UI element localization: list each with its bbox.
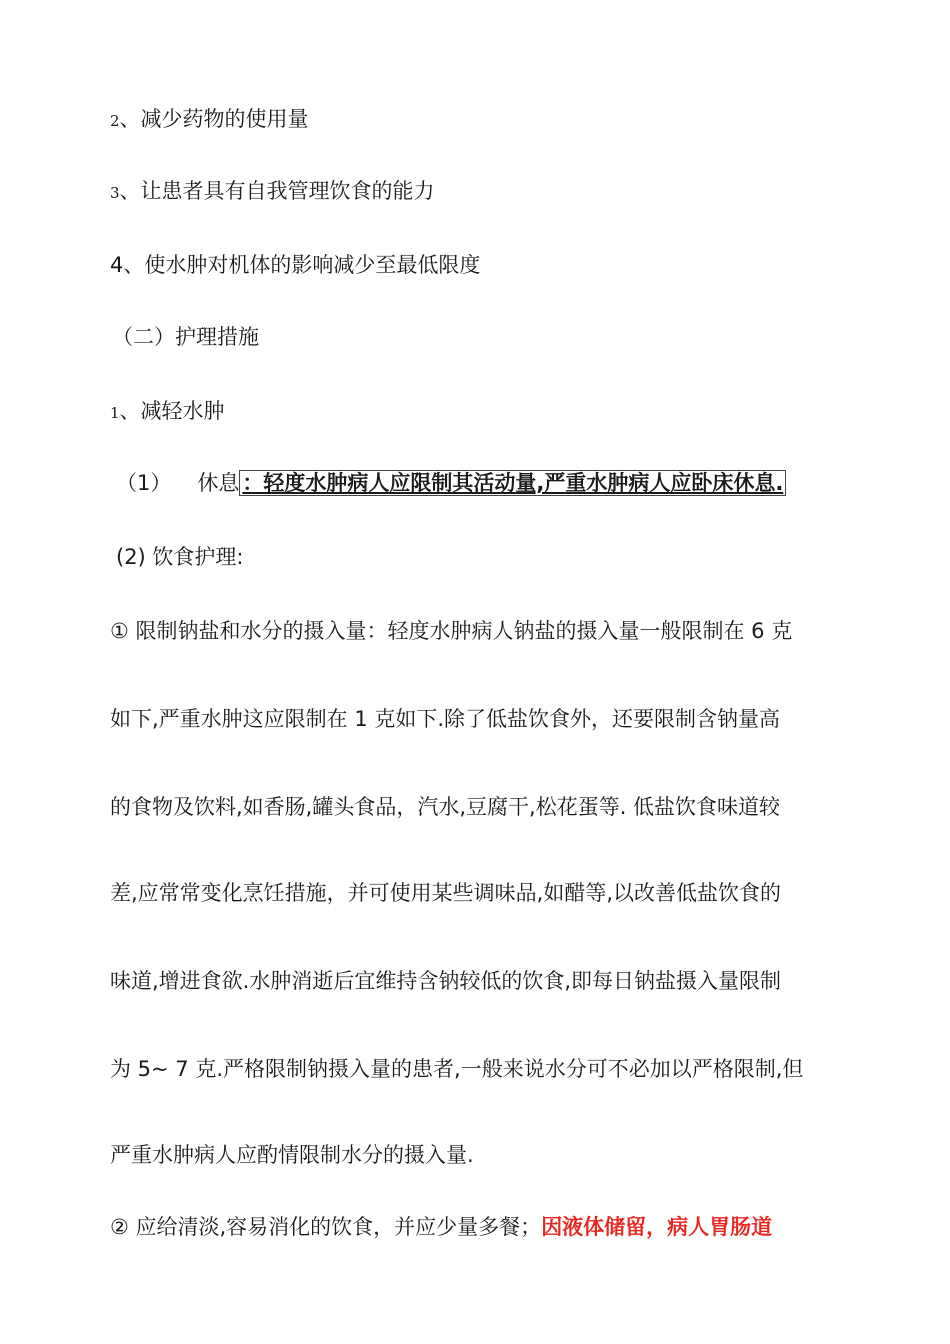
section-heading (112, 322, 259, 352)
paragraph-text: 味道,增进食欲.水肿消逝后宜维持含钠较低的饮食,即每日钠盐摄入量限制 (110, 969, 782, 993)
list-item-2 (110, 104, 309, 136)
paragraph-line-2 (110, 704, 780, 734)
paragraph-text: ① 限制钠盐和水分的摄入量：轻度水肿病人钠盐的摄入量一般限制在 6 克 (110, 619, 793, 643)
item-number: 3 (110, 184, 120, 202)
list-item-3 (110, 176, 435, 208)
item-text: 、让患者具有自我管理饮食的能力 (119, 179, 435, 203)
paragraph-line-5 (110, 966, 781, 996)
item-prefix: （1） (116, 471, 172, 495)
diet-heading (116, 542, 244, 572)
paragraph-text: 为 5~ 7 克.严格限制钠摄入量的患者,一般来说水分可不必加以严格限制,但 (110, 1057, 804, 1081)
paragraph-text: 差,应常常变化烹饪措施，并可使用某些调味品,如醋等,以改善低盐饮食的 (110, 881, 782, 905)
emphasis-text: 因液体储留，病人胃肠道 (541, 1215, 773, 1239)
item-text: (2) 饮食护理: (116, 545, 244, 569)
item-label: 休息 (197, 471, 240, 495)
rest-item (116, 468, 786, 498)
item-text: 4、使水肿对机体的影响减少至最低限度 (110, 253, 481, 277)
paragraph-line-4 (110, 878, 781, 908)
subsection-title: 、减轻水肿 (119, 399, 225, 423)
paragraph-text: 的食物及饮料,如香肠,罐头食品，汽水,豆腐干,松花蛋等. 低盐饮食味道较 (110, 795, 781, 819)
paragraph-line-8 (110, 1212, 772, 1242)
paragraph-text: ② 应给清淡,容易消化的饮食，并应少量多餐； (110, 1215, 542, 1239)
paragraph-text: 如下,严重水肿这应限制在 1 克如下.除了低盐饮食外，还要限制含钠量高 (110, 707, 781, 731)
item-number: 2 (110, 112, 120, 130)
paragraph-line-6 (110, 1054, 803, 1084)
item-text: 、减少药物的使用量 (119, 107, 309, 131)
paragraph-text: 严重水肿病人应酌情限制水分的摄入量. (110, 1143, 474, 1167)
list-item-4 (110, 250, 480, 280)
paragraph-line-1 (110, 616, 792, 646)
item-number: 1 (110, 404, 120, 422)
paragraph-line-3 (110, 792, 780, 822)
paragraph-line-7 (110, 1140, 474, 1170)
subsection-heading (110, 396, 225, 428)
section-title: （二）护理措施 (112, 325, 259, 349)
highlighted-text: ：轻度水肿病人应限制其活动量,严重水肿病人应卧床休息. (239, 470, 786, 496)
